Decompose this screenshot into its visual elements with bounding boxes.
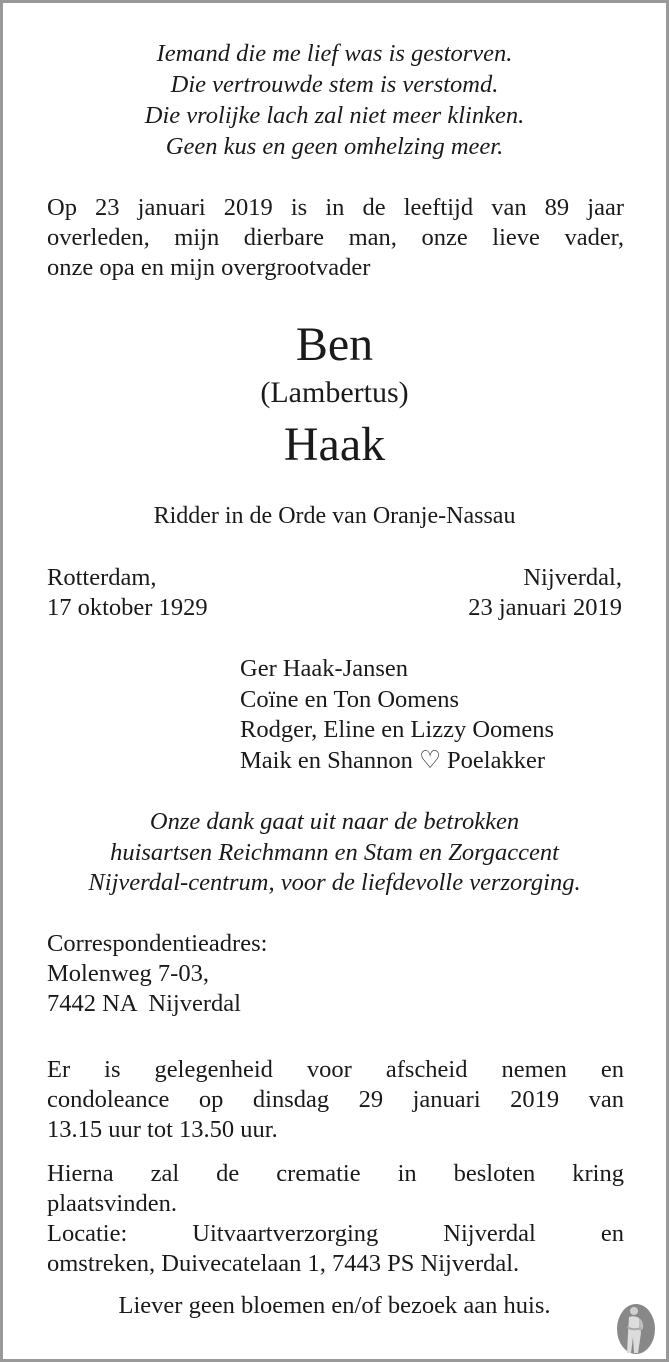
announcement-line: onze opa en mijn overgrootvader [47,254,371,281]
family-member: Maik en Shannon ♡ Poelakker [240,746,546,774]
death-place: Nijverdal, [523,564,622,591]
thanks-line: huisartsen Reichmann en Stam en Zorgaccent [110,838,559,866]
condolence-line: condoleance op dinsdag 29 januari 2019 van [47,1086,624,1113]
announcement-line: Op 23 januari 2019 is in de leeftijd van 89 jaar [47,194,624,221]
address-city: 7442 NA Nijverdal [47,990,241,1017]
birth-date: 17 oktober 1929 [47,594,208,621]
cremation-info [47,1159,624,1219]
thanks-line: Nijverdal-centrum, voor de liefdevolle verzorging. [88,869,581,896]
correspondence-address [47,929,267,1019]
family-member: Coïne en Ton Oomens [240,685,459,713]
obituary-card [3,3,666,1359]
deceased-first-name: Ben [295,318,374,371]
address-street: Molenweg 7-03, [47,960,209,987]
birth-place: Rotterdam, [47,564,157,591]
announcement-line: overleden, mijn dierbare man, onze lieve vader, [47,224,624,251]
deceased-official-name: (Lambertus) [260,376,409,409]
thanks-line: Onze dank gaat uit naar de betrokken [149,808,520,835]
condolence-line: Er is gelegenheid voor afscheid nemen en [47,1056,624,1083]
honor-title: Ridder in de Orde van Oranje-Nassau [153,503,516,529]
family-member: Rodger, Eline en Lizzy Oomens [240,716,555,743]
death-info [468,563,622,623]
condolence-info [47,1055,624,1145]
location-line: Locatie: Uitvaartverzorging Nijverdal en [47,1220,624,1247]
poem-line: Geen kus en geen omhelzing meer. [165,133,504,160]
location-info [47,1219,624,1279]
birth-info [47,563,208,623]
family-list [240,654,554,776]
announcement-text [47,193,624,283]
cremation-line: Hierna zal de crematie in besloten kring [47,1160,624,1187]
cremation-line: plaatsvinden. [47,1190,177,1217]
family-member: Ger Haak-Jansen [240,655,409,682]
address-label: Correspondentieadres: [47,930,268,957]
condolence-line: 13.15 uur tot 13.50 uur. [47,1116,278,1143]
location-line: omstreken, Duivecatelaan 1, 7443 PS Nijverdal. [47,1250,520,1277]
deceased-last-name: Haak [283,418,386,471]
poem-line: Die vrolijke lach zal niet meer klinken. [144,102,525,129]
death-date: 23 januari 2019 [468,594,622,621]
embrace-logo-icon [615,1303,657,1355]
closing-note: Liever geen bloemen en/of bezoek aan huis. [118,1292,551,1319]
poem-line: Iemand die me lief was is gestorven. [156,40,513,67]
poem-line: Die vertrouwde stem is verstomd. [170,71,499,98]
thanks-text [3,807,666,899]
poem [3,38,666,162]
